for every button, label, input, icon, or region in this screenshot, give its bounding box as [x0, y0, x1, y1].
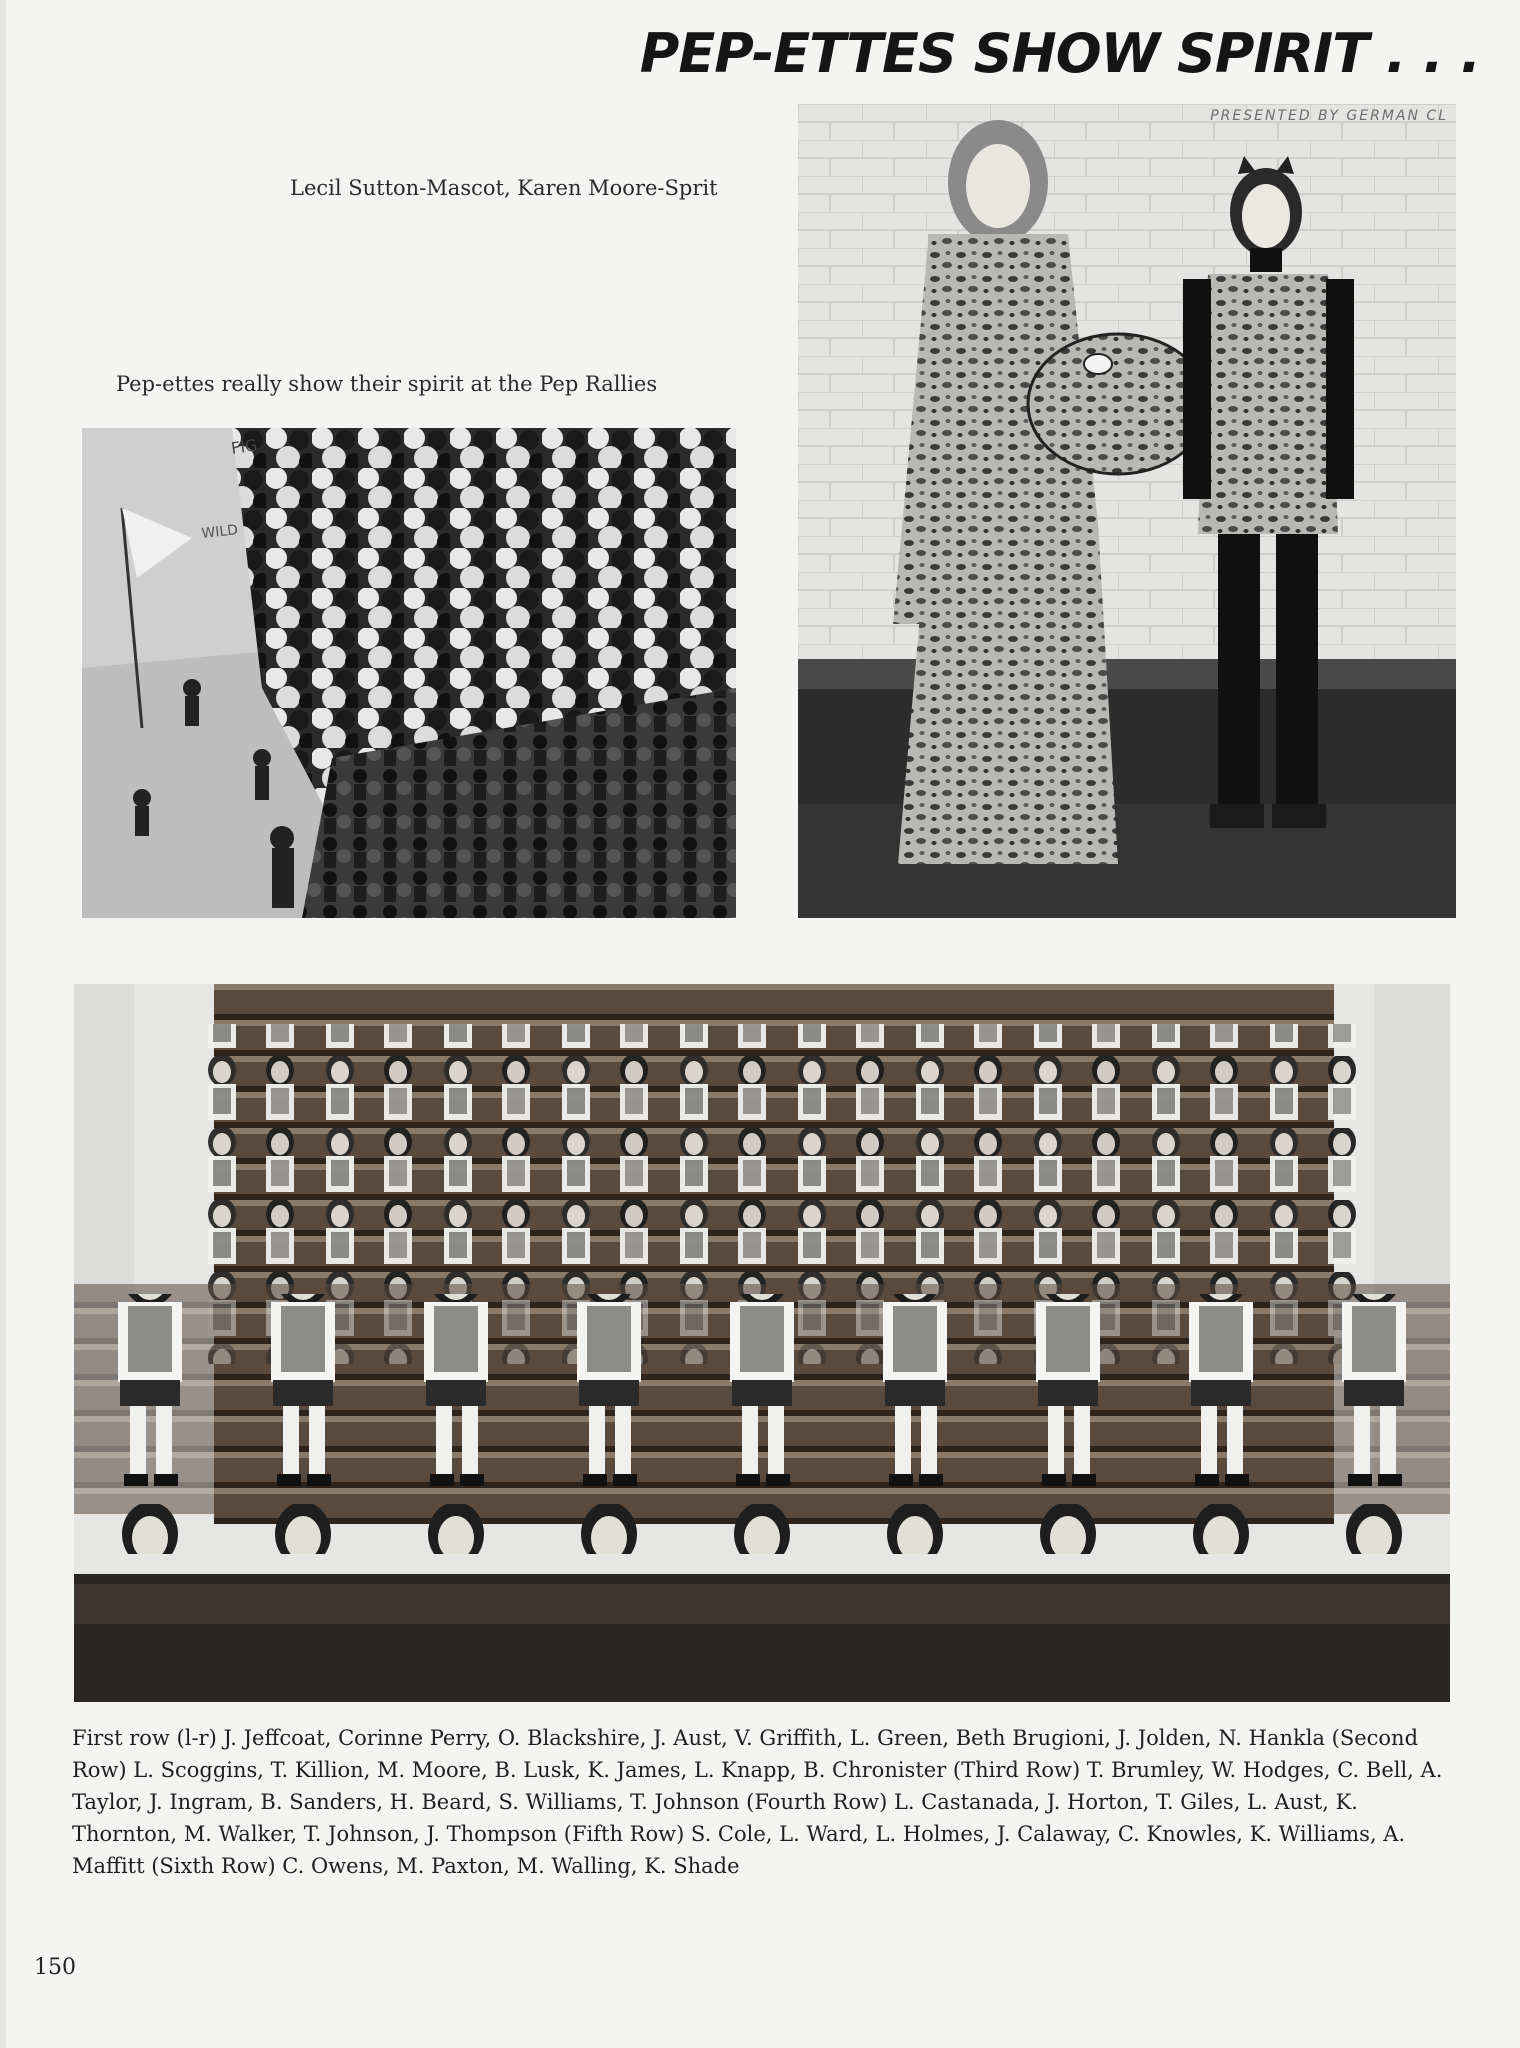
pep-rally-photo	[82, 428, 736, 918]
mascot-photo	[798, 104, 1456, 918]
page-title: PEP-ETTES SHOW SPIRIT . . .	[639, 22, 1480, 85]
page-number: 150	[34, 1955, 76, 1980]
photo-watermark: PRESENTED BY GERMAN CL	[1210, 108, 1448, 124]
pep-rally-photo-image	[82, 428, 736, 918]
group-photo-image	[74, 984, 1450, 1702]
rally-caption: Pep-ettes really show their spirit at the Pep Rallies	[116, 372, 658, 396]
mascot-caption: Lecil Sutton-Mascot, Karen Moore-Sprit	[290, 176, 718, 200]
mascot-photo-image	[798, 104, 1456, 918]
svg-text:FIG: FIG	[229, 435, 259, 458]
group-photo	[74, 984, 1450, 1702]
group-names-caption: First row (l-r) J. Jeffcoat, Corinne Perry, O. Blackshire, J. Aust, V. Griffith, L. Green, Beth Brugioni, J. Jolden, N. Hankla (Second Row) L. Scoggins, T. Killion, M. Moore, B. Lusk, K. James, L. Knapp, B. Chronister (Third Row) T. Brumley, W. Hodges, C. Bell, A. Taylor, J. Ingram, B. Sanders, H. Beard, S. Williams, T. Johnson (Fourth Row) L. Castanada, J. Horton, T. Giles, L. Aust, K. Thornton, M. Walker, T. Johnson, J. Thompson (Fifth Row) S. Cole, L. Ward, L. Holmes, J. Calaway, C. Knowles, K. Williams, A. Maffitt (Sixth Row) C. Owens, M. Paxton, M. Walling, K. Shade	[72, 1726, 1443, 1878]
svg-text:WILD: WILD	[200, 522, 239, 542]
